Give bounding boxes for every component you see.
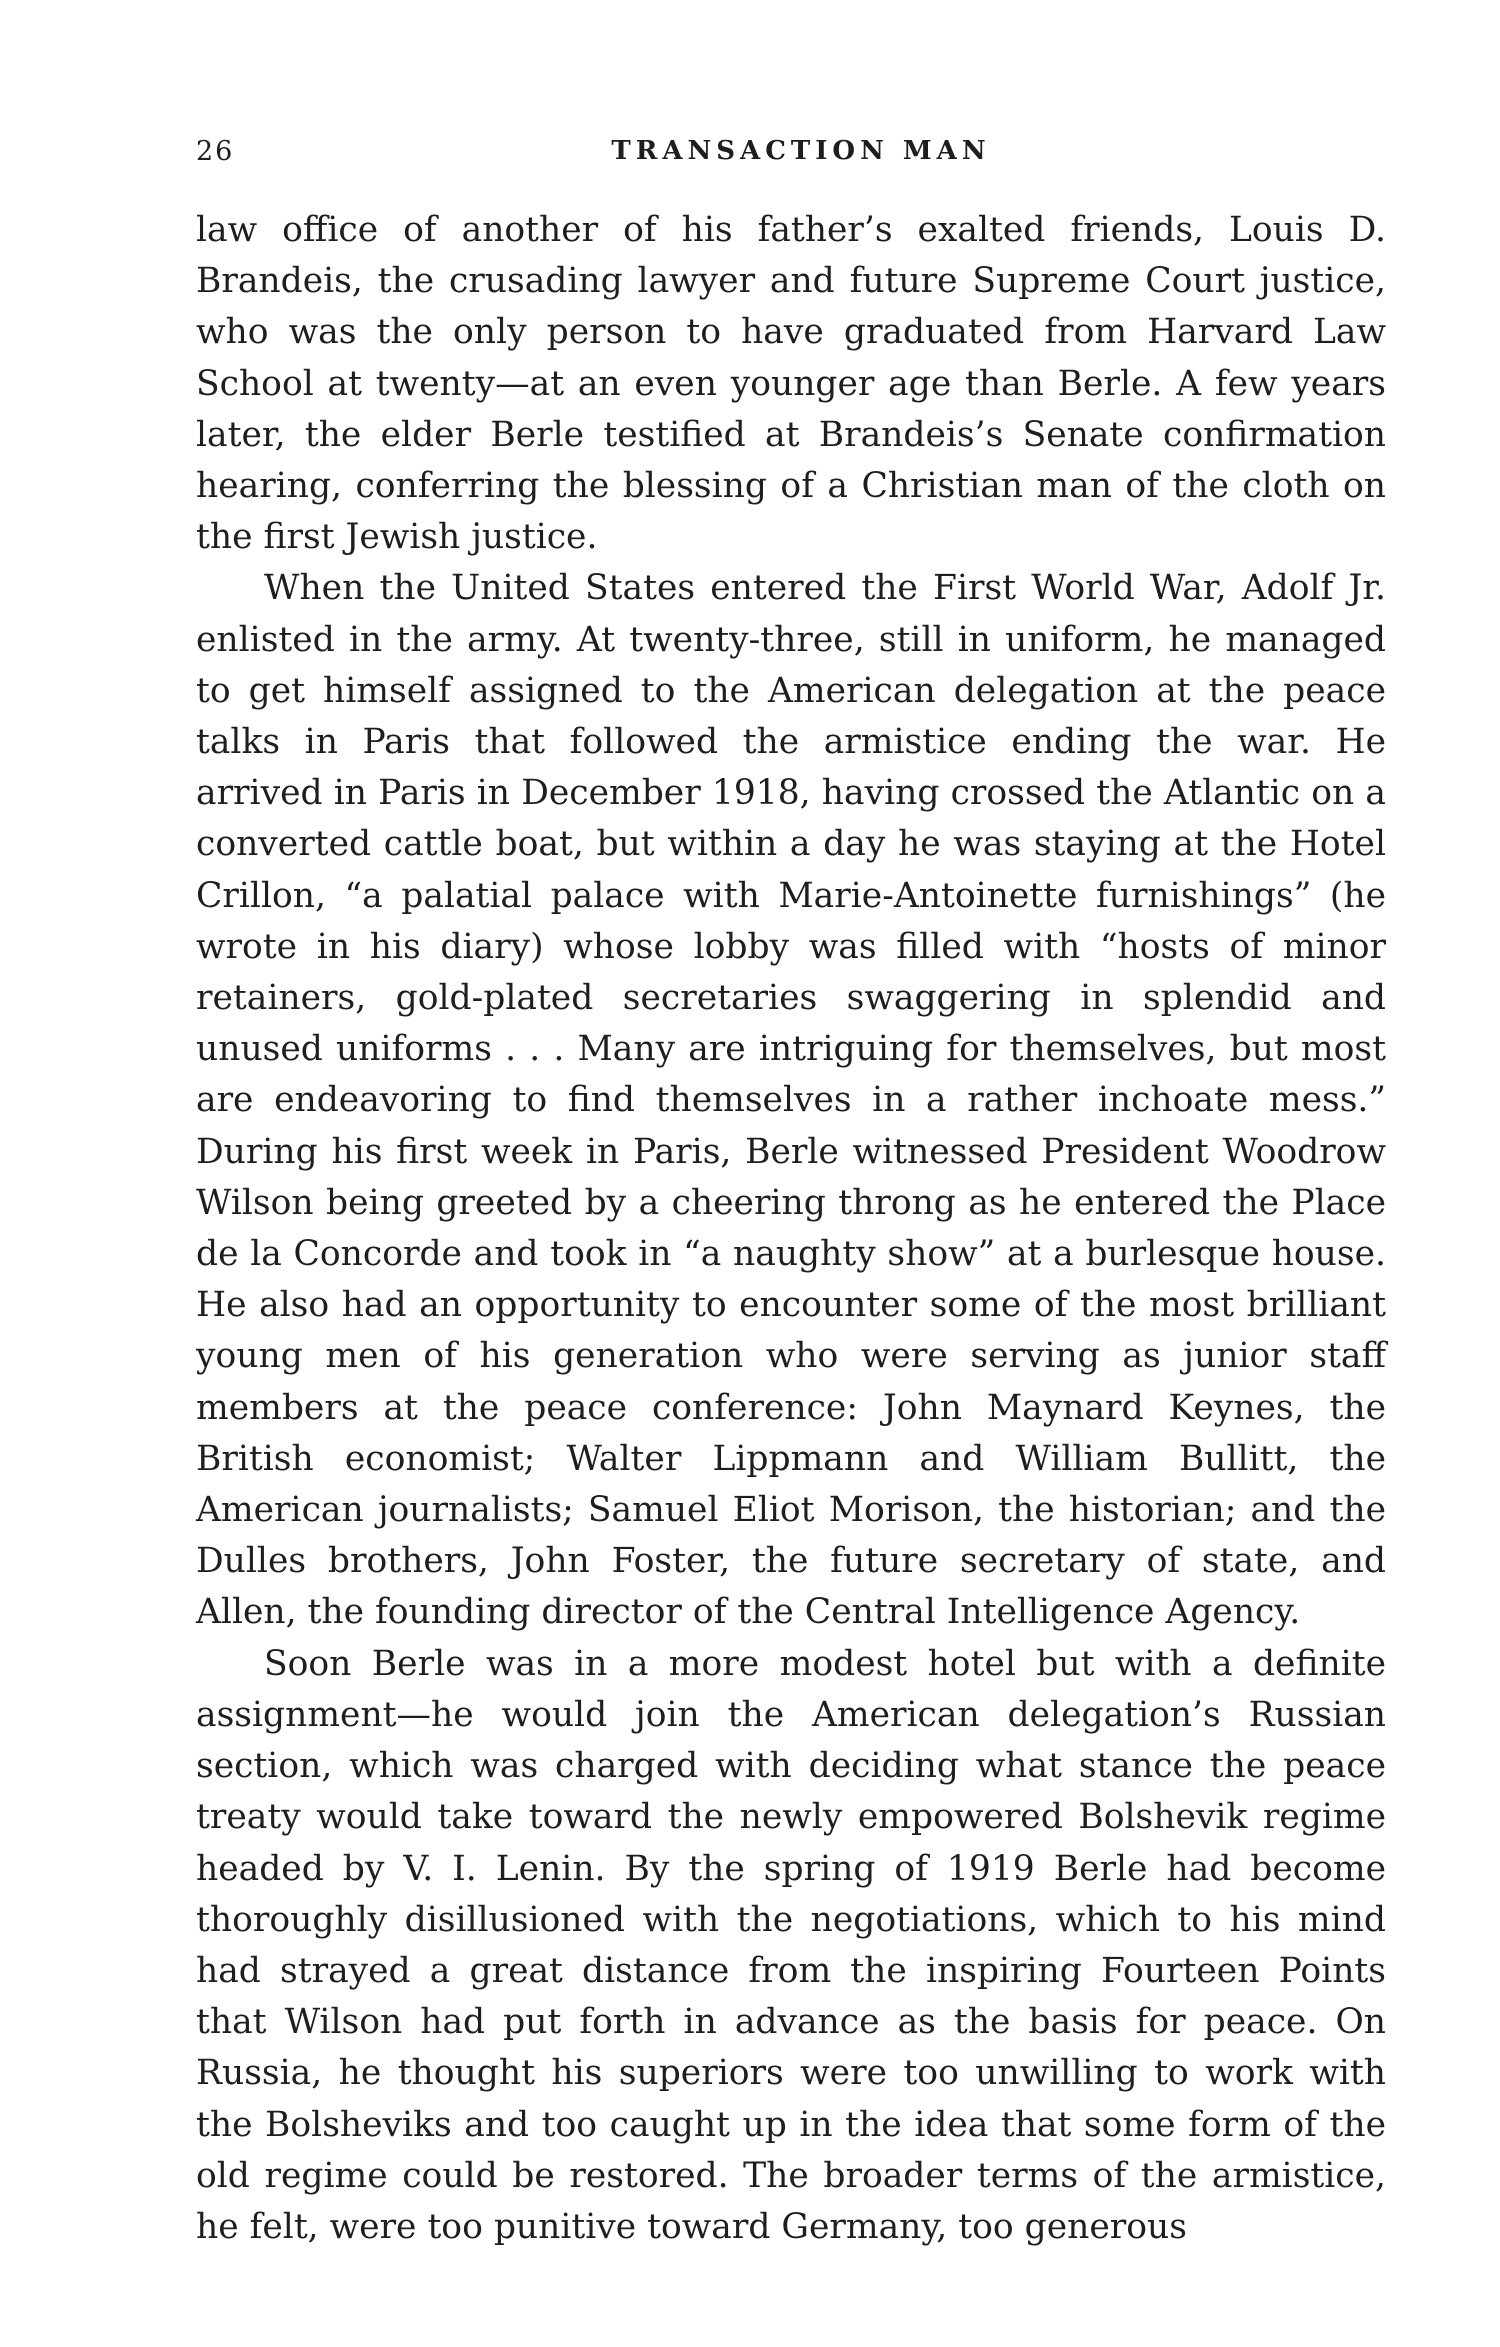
paragraph: When the United States entered the First World War, Adolf Jr. enlisted in the army. At twenty-three, still in uniform, he managed to get himself assigned to the American delegation at the peace talks in Paris that followed the armistice ending the war. He arrived in Paris in December 1918, having crossed the Atlantic on a converted cattle boat, but within a day he was staying at the Hotel Crillon, “a palatial palace with Marie-Antoinette furnishings” (he wrote in his diary) whose lobby was filled with “hosts of minor retainers, gold-plated secretaries swaggering in splendid and unused uniforms . . . Many are intriguing for themselves, but most are endeavoring to find themselves in a rather inchoate mess.” During his first week in Paris, Berle witnessed President Woodrow Wilson being greeted by a cheering throng as he entered the Place de la Concorde and took in “a naughty show” at a burlesque house. He also had an opportunity to encounter some of the most brilliant young men of his generation who were serving as junior staff members at the peace conference: John Maynard Keynes, the British economist; Walter Lippmann and William Bullitt, the American journalists; Samuel Eliot Morison, the historian; and the Dulles brothers, John Foster, the future secretary of state, and Allen, the founding director of the Central Intelligence Agency.	[196, 568, 1386, 1633]
page-number: 26	[196, 136, 235, 167]
paragraph: law office of another of his father’s exalted friends, Louis D. Brandeis, the crusading lawyer and future Supreme Court justice, who was the only person to have graduated from Harvard Law School at twenty—at an even younger age than Berle. A few years later, the elder Berle testified at Brandeis’s Senate confirmation hearing, conferring the blessing of a Christian man of the cloth on the first Jewish justice.	[196, 210, 1386, 558]
body-text	[196, 205, 1386, 2253]
running-header	[196, 136, 1386, 176]
running-title: TRANSACTION MAN	[611, 136, 991, 166]
paragraph: Soon Berle was in a more modest hotel but with a definite assignment—he would join the American delegation’s Russian section, which was charged with deciding what stance the peace treaty would take toward the newly empowered Bolshevik regime headed by V. I. Lenin. By the spring of 1919 Berle had become thoroughly disillusioned with the negotiations, which to his mind had strayed a great distance from the inspiring Fourteen Points that Wilson had put forth in advance as the basis for peace. On Russia, he thought his superiors were too unwilling to work with the Bolsheviks and too caught up in the idea that some form of the old regime could be restored. The broader terms of the armistice, he felt, were too punitive toward Germany, too generous	[196, 1643, 1386, 2247]
